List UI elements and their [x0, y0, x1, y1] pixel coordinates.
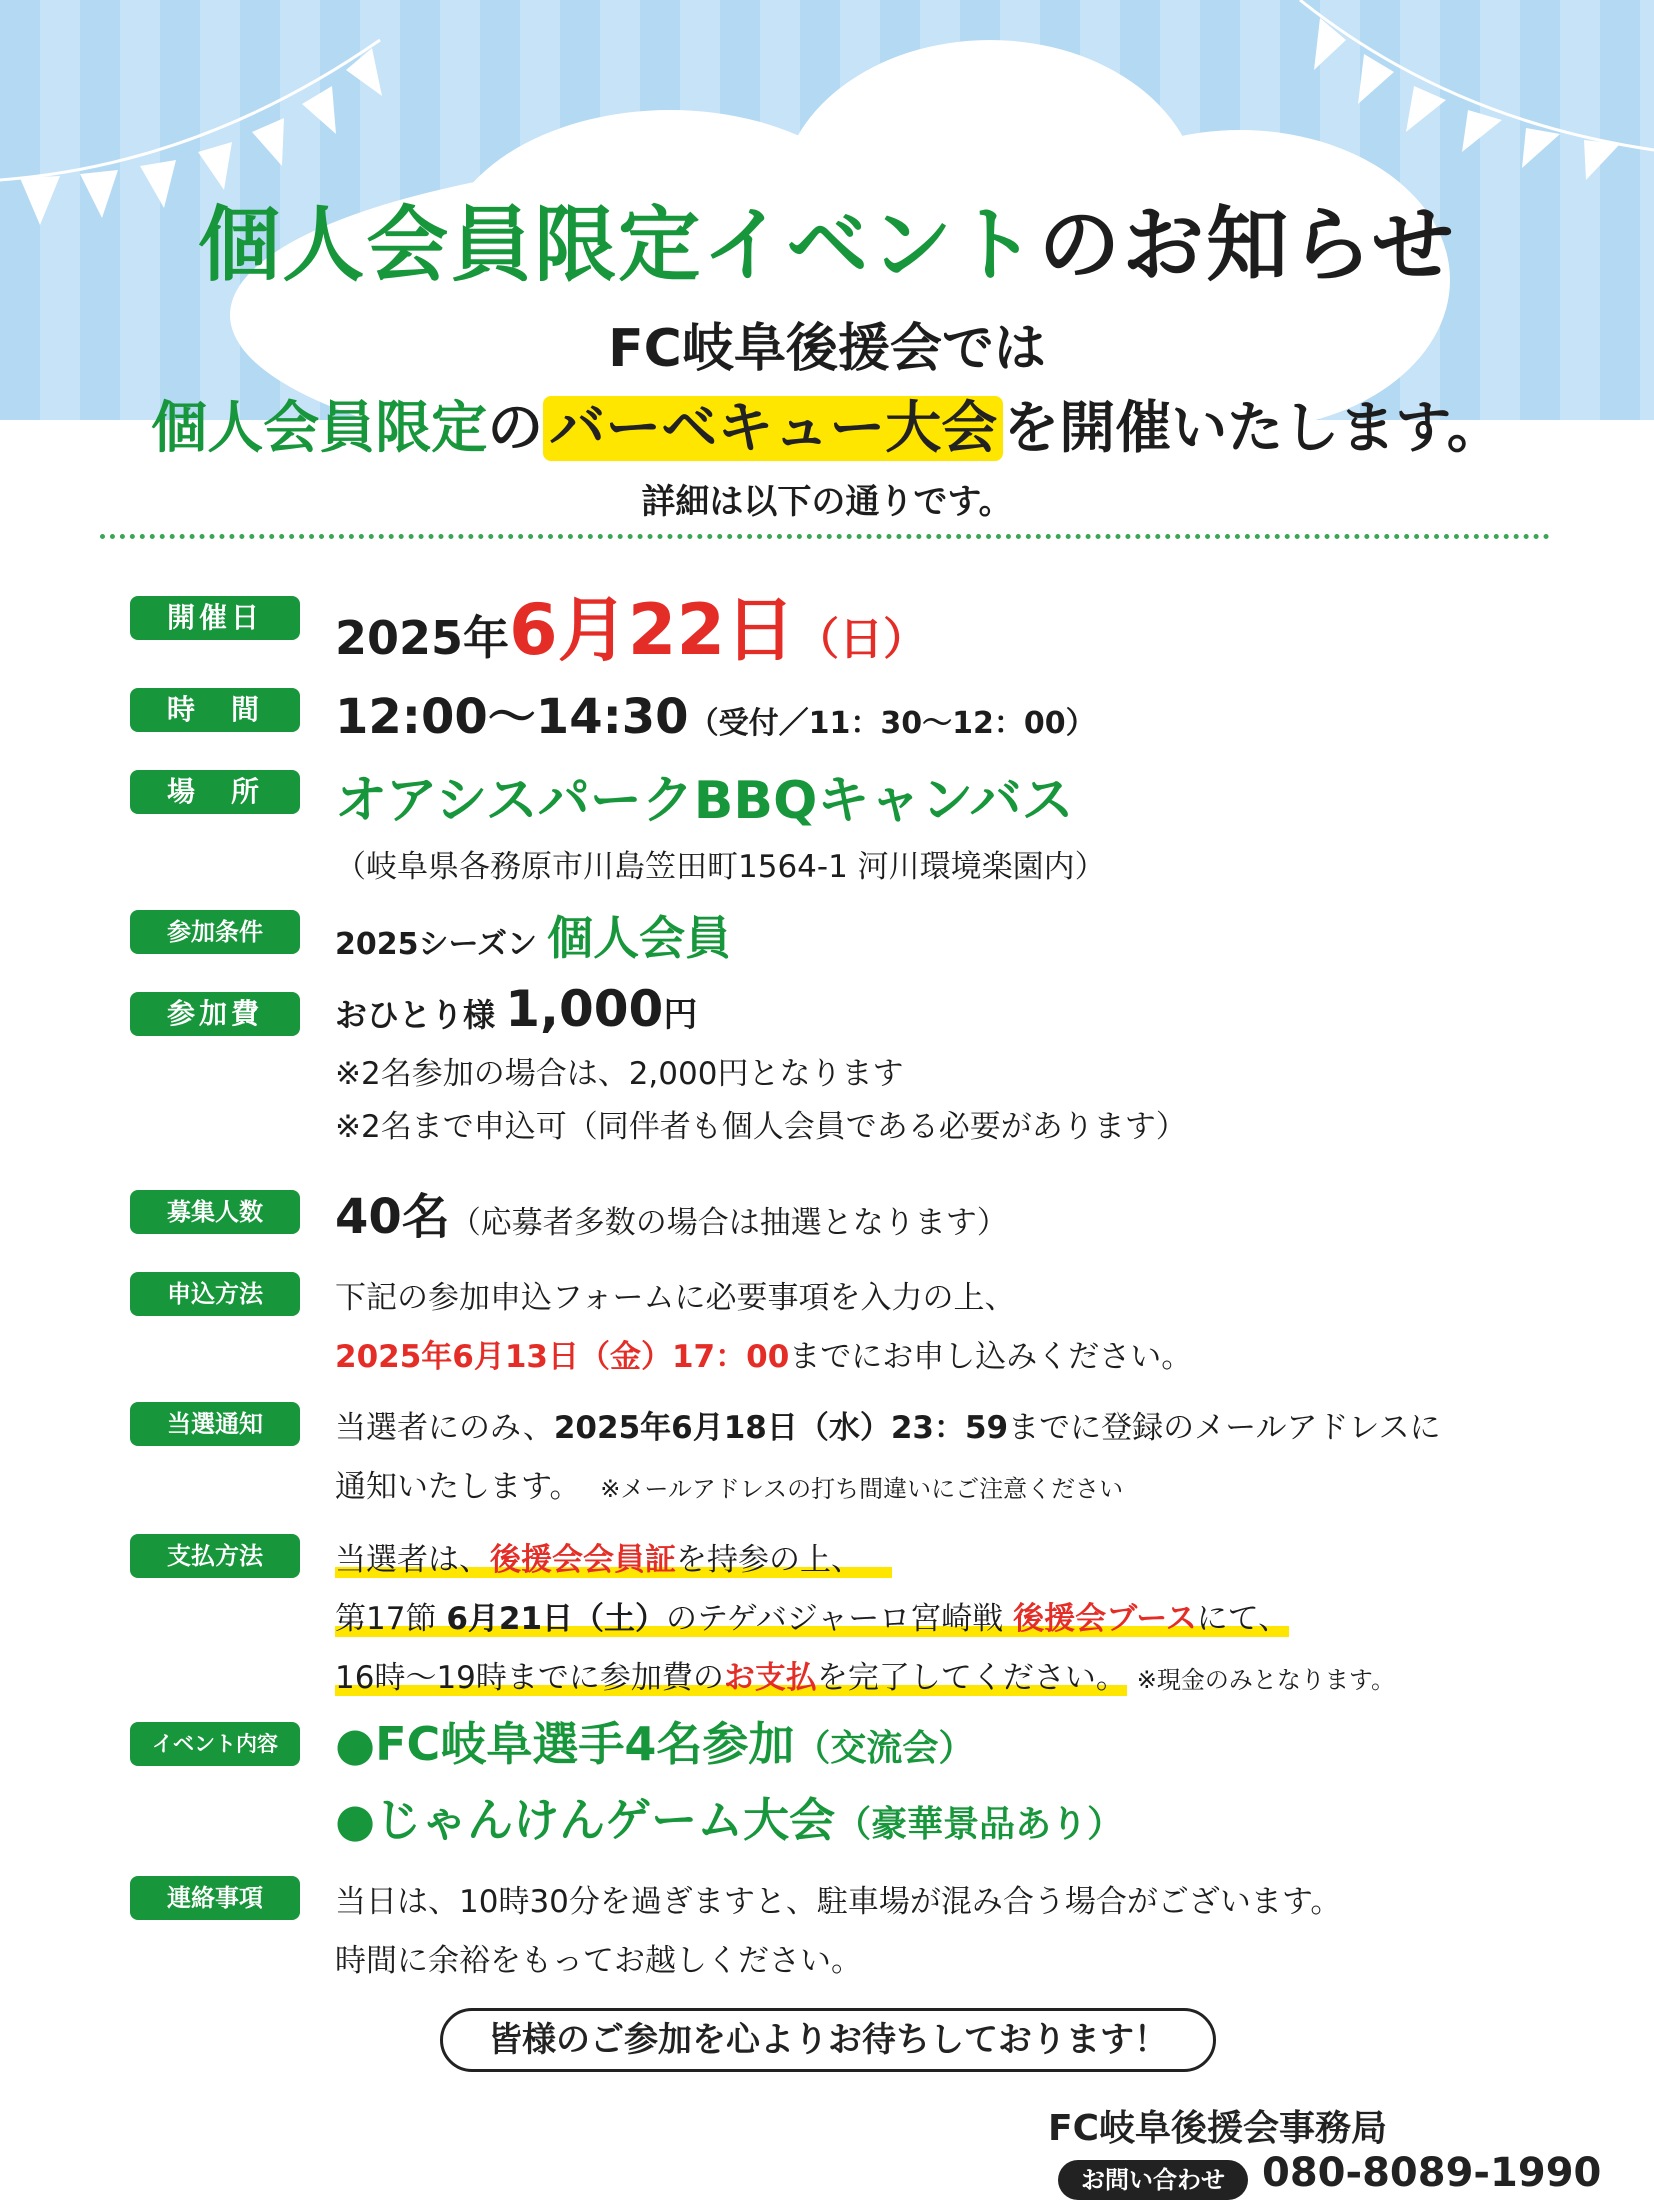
payment-line-2: [335, 1593, 1395, 1638]
capacity-label: 募集人数: [130, 1190, 300, 1234]
content-item-1: [335, 1717, 974, 1771]
date-label: 開催日: [130, 596, 300, 640]
notes-label: 連絡事項: [130, 1876, 300, 1920]
intro-line-3: 詳細は以下の通りです。: [641, 482, 1013, 522]
payment-value: [335, 1534, 1395, 1697]
closing-message: 皆様のご参加を心よりお待ちしております！: [440, 2008, 1216, 2072]
apply-label: 申込方法: [130, 1272, 300, 1316]
intro-members-only: 個人会員限定: [151, 396, 488, 461]
payment-pay: お支払: [723, 1660, 817, 1696]
notify-line-2-text: 通知いたします。: [335, 1469, 581, 1505]
payment-round: 第17節: [335, 1601, 437, 1637]
contact-label: お問い合わせ: [1058, 2160, 1248, 2200]
fee-note-1: ※2名参加の場合は、2,000円となります: [335, 1056, 904, 1092]
date-year: 2025年: [335, 611, 510, 665]
place-value: [335, 758, 1106, 886]
fee-per-person: おひとり様: [335, 996, 496, 1034]
office-name: FC岐阜後援会事務局: [1048, 2108, 1388, 2149]
condition-member: 個人会員: [547, 911, 732, 965]
fee-label: 参加費: [130, 992, 300, 1036]
apply-line-1: 下記の参加申込フォームに必要事項を入力の上、: [335, 1280, 1016, 1316]
date-value: [335, 574, 927, 675]
payment-match: のテゲバジャーロ宮崎戦: [666, 1601, 1004, 1637]
time-main: 12:00〜14:30: [335, 689, 689, 745]
intro-line-1: FC岐阜後援会では: [608, 319, 1046, 379]
capacity-count: 40名: [335, 1189, 450, 1245]
apply-deadline: 2025年6月13日（金）17：00: [335, 1339, 790, 1375]
place-label: 場 所: [130, 770, 300, 814]
notify-line-1: [335, 1410, 1441, 1446]
payment-line-1-start: 当選者は、: [335, 1542, 490, 1578]
intro-particle: の: [487, 396, 544, 461]
date-month: 6月: [509, 589, 628, 671]
apply-line-2: [335, 1331, 1192, 1376]
notify-label: 当選通知: [130, 1402, 300, 1446]
notes-value: [335, 1876, 1341, 1980]
payment-cash-note: ※現金のみとなります。: [1136, 1666, 1395, 1694]
content-item-1-note: （交流会）: [794, 1728, 975, 1769]
payment-booth: 後援会ブース: [1013, 1601, 1197, 1637]
condition-season: 2025シーズン: [335, 927, 537, 962]
capacity-value: [335, 1178, 1008, 1247]
capacity-note: （応募者多数の場合は抽選となります）: [449, 1205, 1008, 1241]
contact-phone[interactable]: 080-8089-1990: [1262, 2150, 1602, 2196]
notify-line-1-start: 当選者にのみ、: [335, 1410, 554, 1446]
place-address: （岐阜県各務原市川島笠田町1564-1 河川環境楽園内）: [335, 849, 1106, 885]
content-label: イベント内容: [130, 1722, 300, 1766]
fee-value: [335, 980, 1187, 1146]
intro-line-2: [0, 384, 1654, 464]
payment-line-2-end: にて、: [1196, 1601, 1290, 1637]
fee-amount: 1,000: [505, 980, 664, 1038]
place-name: オアシスパークBBQキャンバス: [335, 771, 1074, 831]
condition-label: 参加条件: [130, 910, 300, 954]
payment-label: 支払方法: [130, 1534, 300, 1578]
content-item-1-text: ●FC岐阜選手4名参加: [335, 1717, 795, 1771]
content-item-2-text: ●じゃんけんゲーム大会: [335, 1793, 836, 1847]
payment-line-3-start: 16時〜19時までに参加費の: [335, 1660, 724, 1696]
title-black-part: のお知らせ: [1038, 198, 1456, 293]
notes-line-1: 当日は、10時30分を過ぎますと、駐車場が混み合う場合がございます。: [335, 1884, 1342, 1920]
time-label: 時 間: [130, 688, 300, 732]
content-item-2: [335, 1784, 1123, 1850]
time-value: [335, 678, 1096, 747]
apply-value: [335, 1272, 1192, 1376]
condition-value: [335, 902, 731, 968]
fee-note-2: ※2名まで申込可（同伴者も個人会員である必要があります）: [335, 1109, 1187, 1145]
payment-line-1: [335, 1542, 892, 1578]
title-green-part: 個人会員限定イベント: [198, 198, 1039, 293]
apply-line-2-end: までにお申し込みください。: [789, 1339, 1193, 1375]
notify-date: 2025年6月18日（水）23：59: [553, 1410, 1009, 1446]
payment-line-3: [335, 1652, 1395, 1697]
time-reception: （受付／11：30〜12：00）: [688, 706, 1096, 741]
intro-line-2-end: を開催いたします。: [1003, 396, 1503, 461]
notify-line-2: [335, 1461, 1441, 1506]
content-item-2-note: （豪華景品あり）: [835, 1804, 1124, 1845]
notify-value: [335, 1402, 1441, 1506]
intro-bbq-highlight: バーベキュー大会: [543, 396, 1003, 461]
content-value: [335, 1708, 1123, 1850]
fee-unit: 円: [663, 995, 698, 1035]
notify-note: ※メールアドレスの打ち間違いにご注意ください: [600, 1475, 1124, 1503]
payment-line-3-end: を完了してください。: [816, 1660, 1127, 1696]
payment-member-card: 後援会会員証: [490, 1542, 676, 1578]
dotted-divider: [100, 534, 1550, 539]
page-title: [0, 180, 1654, 297]
date-weekday: （日）: [795, 614, 928, 665]
notify-line-1-end: までに登録のメールアドレスに: [1008, 1410, 1441, 1446]
notes-line-2: 時間に余裕をもってお越しください。: [335, 1943, 862, 1979]
date-day: 22日: [627, 589, 796, 671]
payment-match-date: 6月21日（土）: [446, 1601, 667, 1637]
payment-line-1-end: を持参の上、: [676, 1542, 862, 1578]
